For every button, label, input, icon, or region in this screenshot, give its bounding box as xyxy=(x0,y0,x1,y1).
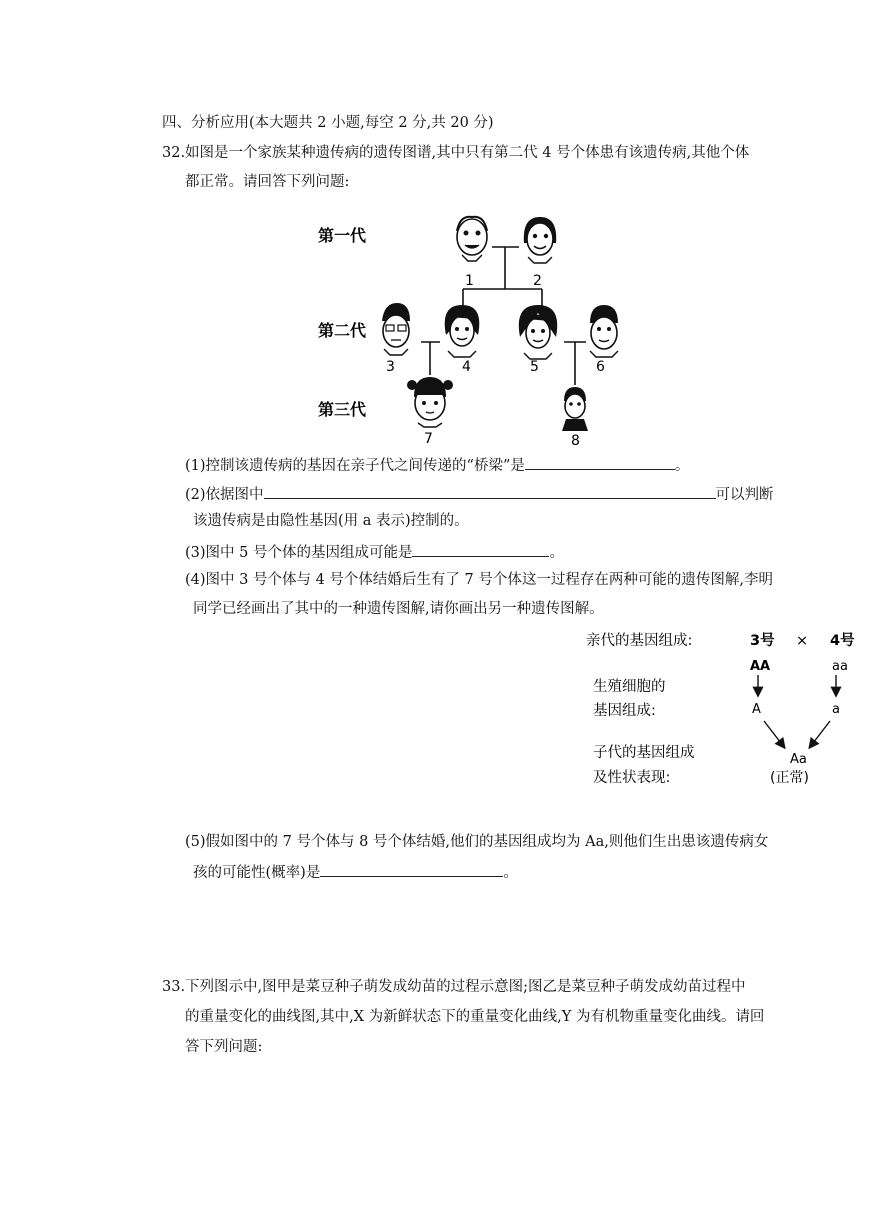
parent-genotype-label: 亲代的基因组成: xyxy=(586,633,693,649)
cross-symbol: × xyxy=(796,633,809,649)
pedigree-figure xyxy=(0,205,869,455)
q32-sub3-text: (3)图中 5 号个体的基因组成可能是 xyxy=(185,545,413,561)
q32-sub5 xyxy=(193,861,518,883)
q33-line1: 33.下列图示中,图甲是菜豆种子萌发成幼苗的过程示意图;图乙是菜豆种子萌发成幼苗过程中 xyxy=(162,979,746,995)
person-2-number: 2 xyxy=(533,273,542,289)
q32-sub5-text: 孩的可能性(概率)是 xyxy=(193,865,321,881)
q32-sub4-line2: 同学已经画出了其中的一种遗传图解,请你画出另一种遗传图解。 xyxy=(193,601,604,617)
q32-sub2 xyxy=(185,483,774,505)
genetic-cross-diagram xyxy=(0,625,869,795)
q32-sub3 xyxy=(185,541,564,563)
q32-sub5-line1: (5)假如图中的 7 号个体与 8 号个体结婚,他们的基因组成均为 Aa,则他们生出患该遗传病女 xyxy=(185,834,769,850)
parent-3-genotype: AA xyxy=(750,659,771,674)
gen3-label: 第三代 xyxy=(318,400,367,419)
gamete-4: a xyxy=(832,702,840,717)
person-4-icon xyxy=(445,305,480,357)
person-5-number: 5 xyxy=(530,359,539,375)
q32-stem-line2: 都正常。请回答下列问题: xyxy=(185,174,350,190)
person-7-number: 7 xyxy=(424,431,433,447)
q32-sub2-answer-blank[interactable] xyxy=(264,483,716,499)
offspring-genotype: Aa xyxy=(790,752,807,767)
q32-sub4-line1: (4)图中 3 号个体与 4 号个体结婚后生有了 7 号个体这一过程存在两种可能的遗传图解,李明 xyxy=(185,572,773,588)
person-1-icon xyxy=(457,217,487,261)
person-3-icon xyxy=(382,303,410,355)
offspring-label-line2: 及性状表现: xyxy=(593,770,671,786)
q32-sub2-text: (2)依据图中 xyxy=(185,487,264,503)
arrow-gamete3-offspring xyxy=(764,721,784,747)
person-7-icon xyxy=(407,377,453,427)
parent-3-label: 3号 xyxy=(750,633,775,649)
q32-sub3-end: 。 xyxy=(549,545,564,561)
person-1-number: 1 xyxy=(465,273,474,289)
parent-4-genotype: aa xyxy=(832,659,848,674)
q33-line2: 的重量变化的曲线图,其中,X 为新鲜状态下的重量变化曲线,Y 为有机物重量变化曲线。请回 xyxy=(185,1009,765,1025)
q32-sub3-answer-blank[interactable] xyxy=(412,541,549,557)
q32-sub5-answer-blank[interactable] xyxy=(320,861,503,877)
person-8-icon xyxy=(562,387,588,431)
section-header: 四、分析应用(本大题共 2 小题,每空 2 分,共 20 分) xyxy=(162,115,494,131)
person-6-number: 6 xyxy=(596,359,605,375)
q32-sub1-text: (1)控制该遗传病的基因在亲子代之间传递的“桥梁”是 xyxy=(185,458,525,474)
person-3-number: 3 xyxy=(386,359,395,375)
q32-sub1-end: 。 xyxy=(674,458,690,474)
offspring-trait: (正常) xyxy=(770,770,809,786)
person-8-number: 8 xyxy=(571,433,580,449)
arrow-gamete4-offspring xyxy=(810,721,830,747)
q32-sub1-answer-blank[interactable] xyxy=(525,454,675,470)
person-4-number: 4 xyxy=(462,359,471,375)
person-2-icon xyxy=(524,217,556,263)
gen1-label: 第一代 xyxy=(318,226,367,245)
gamete-label-line2: 基因组成: xyxy=(593,703,656,719)
offspring-label-line1: 子代的基因组成 xyxy=(593,745,695,761)
gen2-label: 第二代 xyxy=(318,321,367,340)
q32-sub5-end: 。 xyxy=(503,865,518,881)
q32-stem-line1: 32.如图是一个家族某种遗传病的遗传图谱,其中只有第二代 4 号个体患有该遗传病,其他个体 xyxy=(162,145,750,161)
person-5-icon xyxy=(519,305,557,359)
person-6-icon xyxy=(590,305,618,357)
parent-4-label: 4号 xyxy=(830,633,855,649)
gamete-label-line1: 生殖细胞的 xyxy=(593,679,666,695)
q32-sub1 xyxy=(185,454,689,476)
q32-sub2-line2: 该遗传病是由隐性基因(用 a 表示)控制的。 xyxy=(193,513,469,529)
q32-sub2-after: 可以判断 xyxy=(715,487,774,503)
q33-line3: 答下列问题: xyxy=(185,1039,263,1055)
gamete-3: A xyxy=(752,702,761,717)
